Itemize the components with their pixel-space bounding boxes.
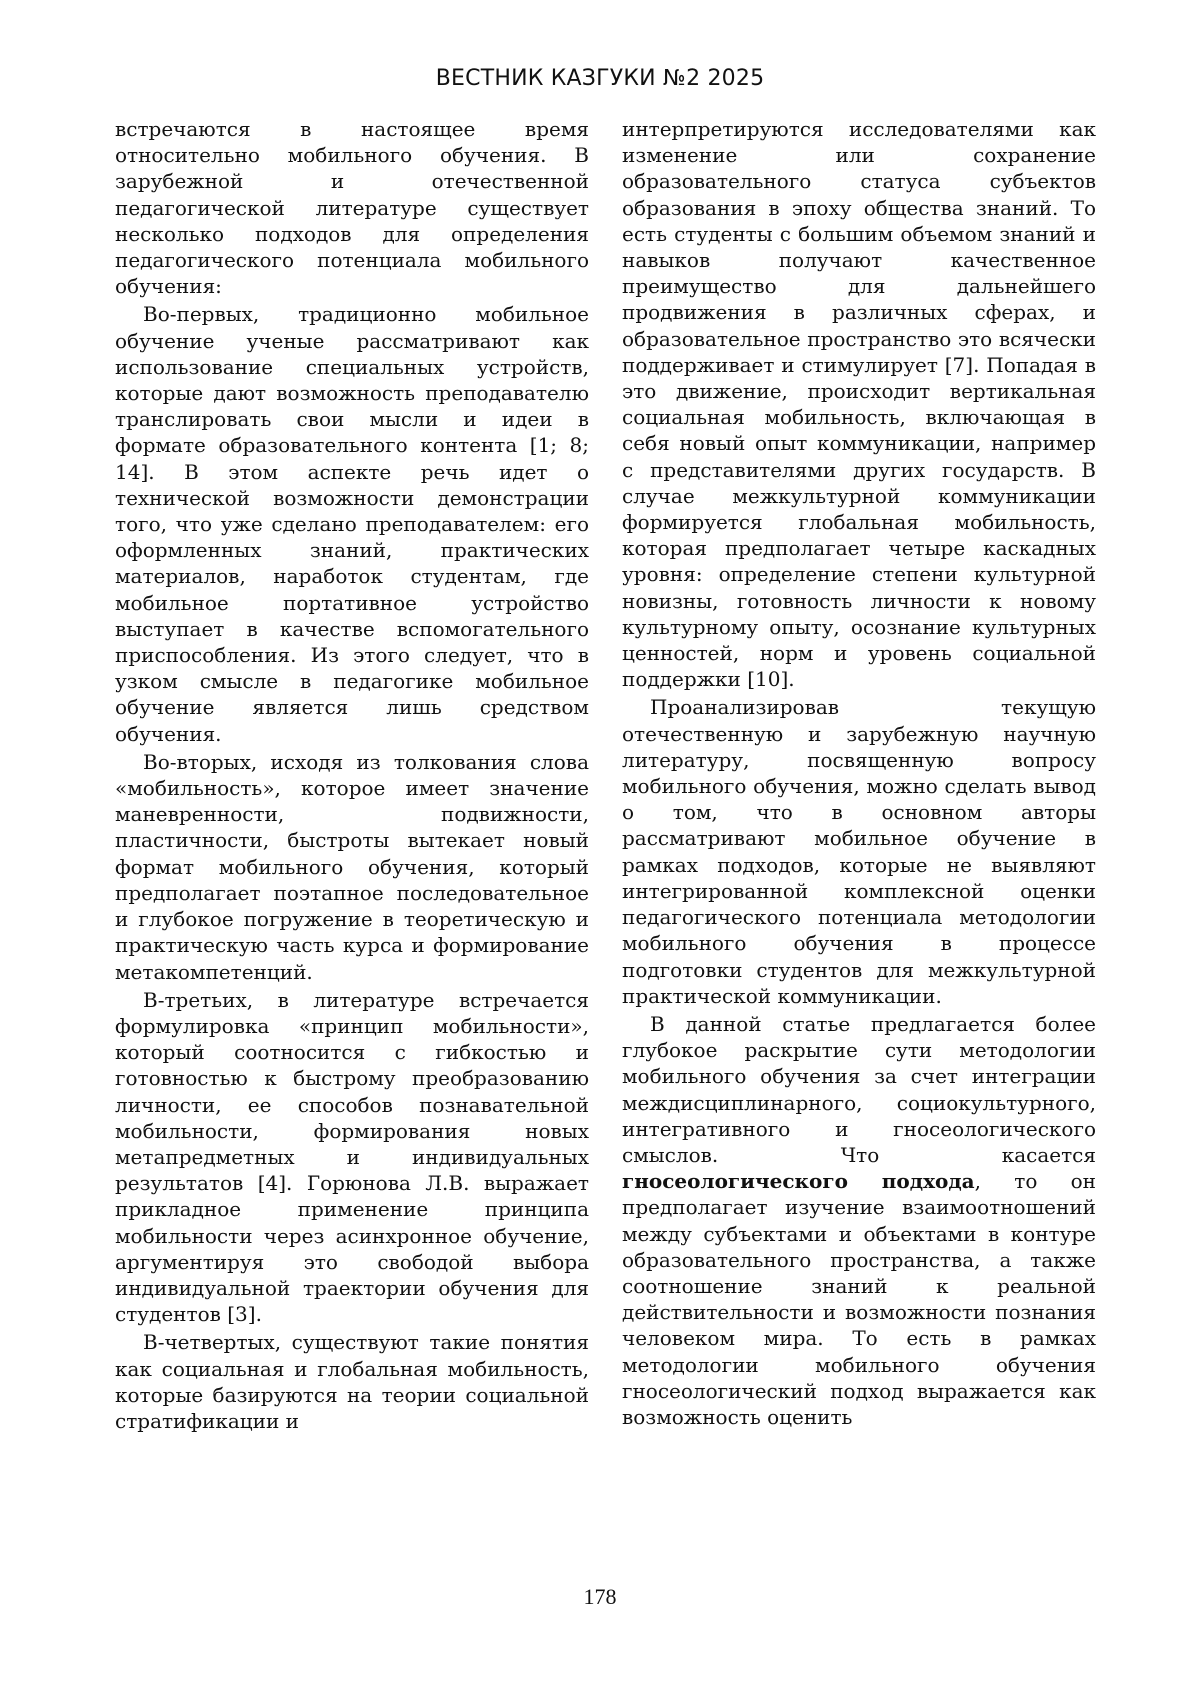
paragraph: [622, 1011, 1096, 1430]
bold-term: гносеологического подхода: [622, 1169, 975, 1194]
right-column: [622, 116, 1096, 1430]
paragraph: встречаются в настоящее время относительно мобильного обучения. В зарубежной и отечественной педагогической литературе существует несколько подходов для определения педагогического потенциала мобильного обучения:: [115, 117, 589, 299]
paragraph: В-четвертых, существуют такие понятия как социальная и глобальная мобильность, которые базируются на теории социальной стратификации и: [115, 1330, 589, 1433]
journal-header: ВЕСТНИК КАЗГУКИ №2 2025: [435, 66, 765, 91]
left-column: [115, 116, 589, 1434]
page-number: 178: [583, 1584, 617, 1609]
paragraph: интерпретируются исследователями как изменение или сохранение образовательного статуса субъектов образования в эпоху общества знаний. То есть студенты с большим объемом знаний и навыков получают качественное преимущество для дальнейшего продвижения в различных сферах, и образовательное пространство это всячески поддерживает и стимулирует [7]. Попадая в это движение, происходит вертикальная социальная мобильность, включающая в себя новый опыт коммуникации, например с представителями других государств. В случае межкультурной коммуникации формируется глобальная мобильность, которая предполагает четыре каскадных уровня: определение степени культурной новизны, готовность личности к новому культурному опыту, осознание культурных ценностей, норм и уровень социальной поддержки [10].: [622, 117, 1096, 692]
paragraph-text: В данной статье предлагается более глубокое раскрытие сути методологии мобильного обучения за счет интеграции междисциплинарного, социокультурного, интегративного и гносеологического смыслов. Что касается: [622, 1011, 1096, 1167]
paragraph: Во-первых, традиционно мобильное обучение ученые рассматривают как использование специальных устройств, которые дают возможность преподавателю транслировать свои мысли и идеи в формате образовательного контента [1; 8; 14]. В этом аспекте речь идет о технической возможности демонстрации того, что уже сделано преподавателем: его оформленных знаний, практических материалов, наработок студентам, где мобильное портативное устройство выступает в качестве вспомогательного приспособления. Из этого следует, что в узком смысле в педагогике мобильное обучение является лишь средством обучения.: [115, 302, 589, 746]
paragraph: Проанализировав текущую отечественную и зарубежную научную литературу, посвященную вопросу мобильного обучения, можно сделать вывод о том, что в основном авторы рассматривают мобильное обучение в рамках подходов, которые не выявляют интегрированной комплексной оценки педагогического потенциала методологии мобильного обучения в процессе подготовки студентов для межкультурной практической коммуникации.: [622, 695, 1096, 1008]
paragraph: Во-вторых, исходя из толкования слова «мобильность», которое имеет значение маневренности, подвижности, пластичности, быстроты вытекает новый формат мобильного обучения, который предполагает поэтапное последовательное и глубокое погружение в теоретическую и практическую часть курса и формирование метакомпетенций.: [115, 749, 589, 984]
paragraph: В-третьих, в литературе встречается формулировка «принцип мобильности», который соотносится с гибкостью и готовностью к быстрому преобразованию личности, ее способов познавательной мобильности, формирования новых метапредметных и индивидуальных результатов [4]. Горюнова Л.В. выражает прикладное применение принципа мобильности через асинхронное обучение, аргументируя это свободой выбора индивидуальной траектории обучения для студентов [3].: [115, 987, 589, 1327]
paragraph-text: , то он предполагает изучение взаимоотношений между субъектами и объектами в контуре образовательного пространства, а также соотношение знаний к реальной действительности и возможности познания человеком мира. То есть в рамках методологии мобильного обучения гносеологический подход выражается как возможность оценить: [622, 1169, 1096, 1429]
